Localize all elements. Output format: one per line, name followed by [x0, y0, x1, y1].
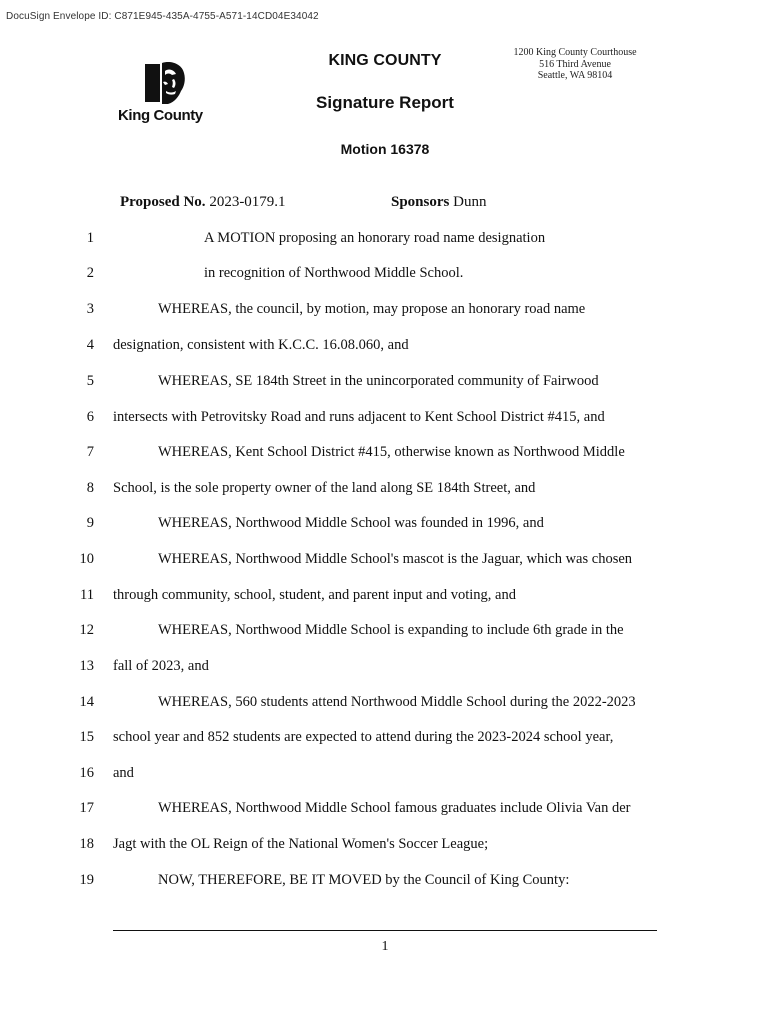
line-number: 18	[79, 836, 94, 852]
line-number: 6	[86, 409, 94, 425]
line-number: 3	[86, 301, 94, 317]
numbered-line	[0, 515, 770, 535]
line-number: 4	[86, 337, 94, 353]
address-line: 516 Third Avenue	[539, 58, 611, 70]
king-county-mlk-logo-icon	[141, 60, 189, 106]
numbered-line	[0, 337, 770, 357]
numbered-line	[0, 836, 770, 856]
numbered-line	[0, 230, 770, 250]
address-line: Seattle, WA 98104	[537, 70, 613, 81]
line-number: 19	[79, 872, 94, 888]
line-text: WHEREAS, Northwood Middle School is expanding to include 6th grade in the	[158, 622, 624, 638]
sponsors-value: Dunn	[453, 194, 487, 210]
logo-wordmark: King County	[118, 107, 203, 124]
line-number: 2	[86, 265, 94, 281]
address-line: 1200 King County Courthouse	[513, 47, 637, 58]
numbered-line	[0, 694, 770, 714]
numbered-line	[0, 265, 770, 285]
line-text: WHEREAS, Northwood Middle School was founded in 1996, and	[158, 515, 544, 531]
king-county-logo	[116, 60, 216, 130]
proposed-label: Proposed No.	[120, 194, 206, 210]
line-text: fall of 2023, and	[113, 658, 209, 674]
docusign-envelope-id: DocuSign Envelope ID: C871E945-435A-4755-A571-14CD04E34042	[6, 11, 319, 22]
line-number: 15	[79, 729, 94, 745]
line-text: intersects with Petrovitsky Road and runs adjacent to Kent School District #415, and	[113, 409, 605, 425]
numbered-line	[0, 444, 770, 464]
line-text: Jagt with the OL Reign of the National Women's Soccer League;	[113, 836, 489, 852]
line-number: 11	[80, 587, 94, 603]
proposed-number	[120, 194, 286, 211]
numbered-line	[0, 622, 770, 642]
line-number: 10	[79, 551, 94, 567]
address-block	[500, 47, 650, 82]
org-title: KING COUNTY	[328, 52, 442, 69]
numbered-line	[0, 551, 770, 571]
motion-title: Motion 16378	[340, 141, 430, 157]
sponsors-label: Sponsors	[391, 194, 450, 210]
line-text: in recognition of Northwood Middle School.	[204, 265, 464, 281]
report-title: Signature Report	[316, 93, 454, 112]
numbered-line	[0, 729, 770, 749]
line-number: 13	[79, 658, 94, 674]
line-text: A MOTION proposing an honorary road name designation	[204, 230, 546, 246]
line-number: 12	[79, 622, 94, 638]
line-number: 17	[79, 800, 94, 816]
line-text: WHEREAS, Northwood Middle School's mascot is the Jaguar, which was chosen	[158, 551, 633, 567]
line-number: 8	[86, 480, 94, 496]
proposed-value: 2023-0179.1	[209, 194, 286, 210]
line-text: school year and 852 students are expected to attend during the 2023-2024 school year,	[113, 729, 614, 745]
numbered-line	[0, 765, 770, 785]
line-number: 9	[86, 515, 94, 531]
numbered-line	[0, 301, 770, 321]
line-text: and	[113, 765, 134, 781]
line-number: 7	[86, 444, 94, 460]
line-number: 5	[86, 373, 94, 389]
line-text: NOW, THEREFORE, BE IT MOVED by the Council of King County:	[158, 872, 570, 888]
line-text: WHEREAS, the council, by motion, may propose an honorary road name	[158, 301, 586, 317]
numbered-line	[0, 800, 770, 820]
sponsors	[391, 194, 486, 211]
line-text: designation, consistent with K.C.C. 16.08.060, and	[113, 337, 409, 353]
line-text: School, is the sole property owner of the land along SE 184th Street, and	[113, 480, 536, 496]
numbered-line	[0, 658, 770, 678]
line-text: WHEREAS, 560 students attend Northwood Middle School during the 2022-2023	[158, 694, 636, 710]
numbered-line	[0, 480, 770, 500]
numbered-line	[0, 409, 770, 429]
line-text: WHEREAS, Northwood Middle School famous graduates include Olivia Van der	[158, 800, 631, 816]
numbered-line	[0, 587, 770, 607]
line-text: through community, school, student, and parent input and voting, and	[113, 587, 516, 603]
footer-rule	[113, 930, 657, 931]
page-number: 1	[381, 939, 389, 954]
line-text: WHEREAS, Kent School District #415, otherwise known as Northwood Middle	[158, 444, 625, 460]
numbered-line	[0, 872, 770, 892]
line-number: 16	[79, 765, 94, 781]
line-number: 14	[79, 694, 94, 710]
line-text: WHEREAS, SE 184th Street in the unincorporated community of Fairwood	[158, 373, 599, 389]
numbered-line	[0, 373, 770, 393]
line-number: 1	[86, 230, 94, 246]
